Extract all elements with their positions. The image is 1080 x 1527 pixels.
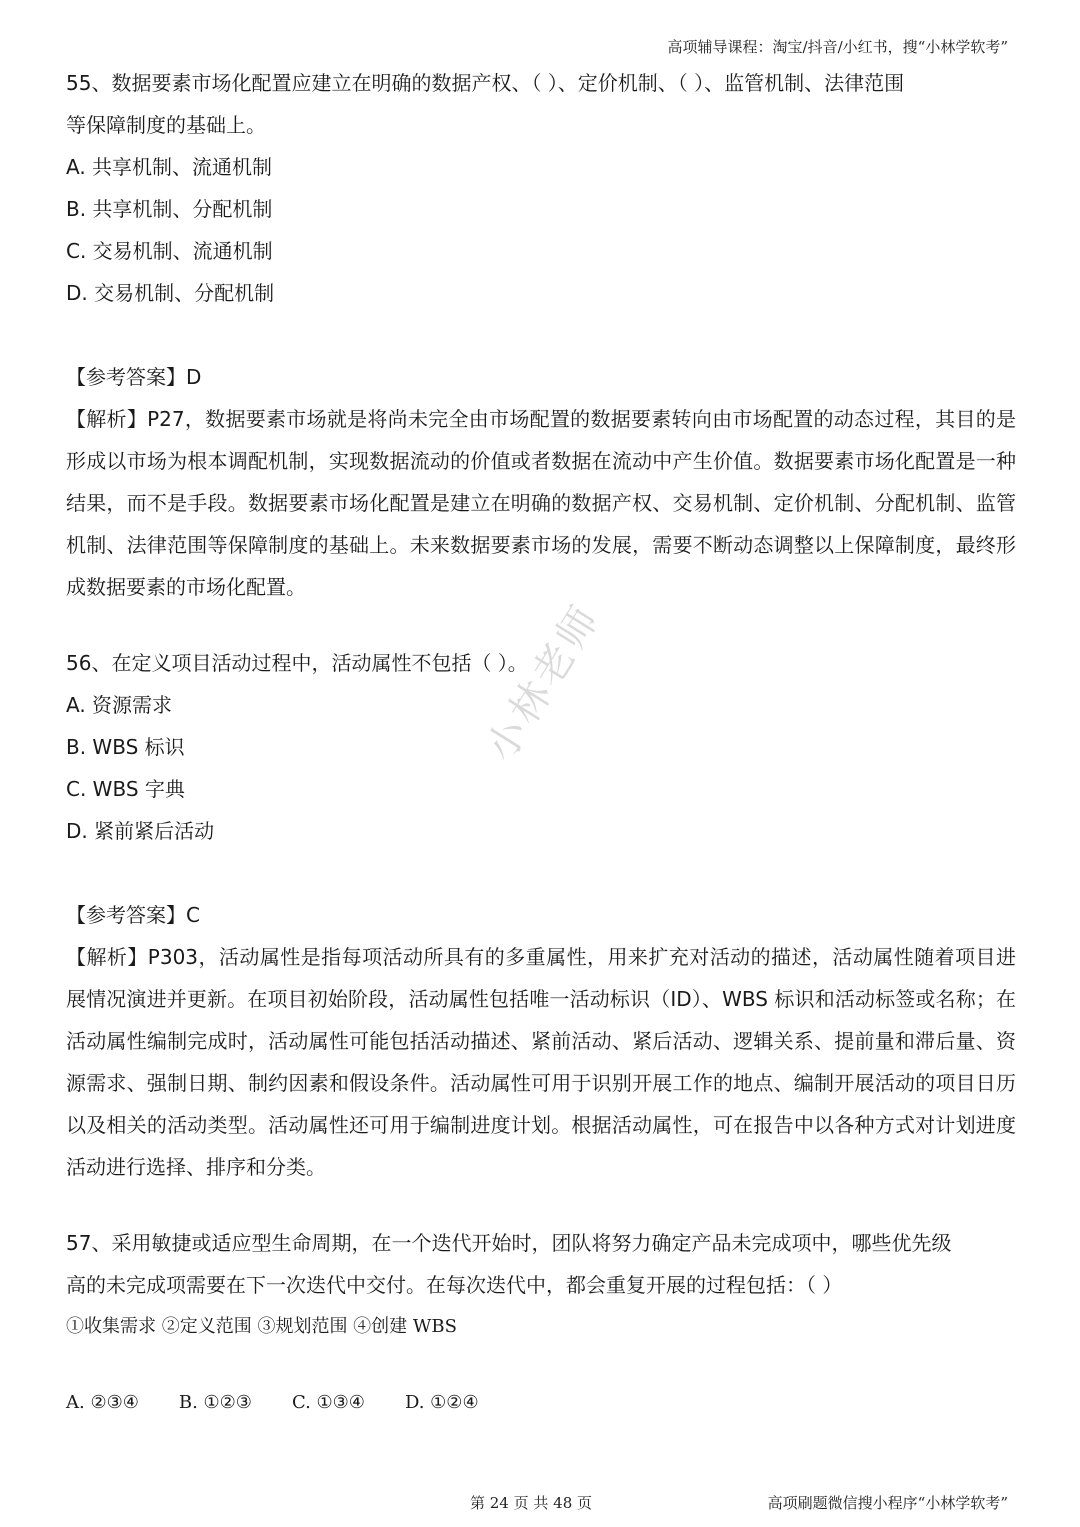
option-a: A. 资源需求: [66, 693, 173, 717]
footer-promo: 高项刷题微信搜小程序“小林学软考”: [767, 1494, 1008, 1512]
page-number: 第 24 页 共 48 页: [470, 1494, 593, 1512]
question-55: [66, 62, 1016, 608]
option-b: B. ①②③: [178, 1392, 252, 1413]
option-c: C. 交易机制、流通机制: [66, 239, 273, 263]
option-d: D. 交易机制、分配机制: [66, 281, 275, 305]
question-57-line-1: 57、采用敏捷或适应型生命周期，在一个迭代开始时，团队将努力确定产品未完成项中，哪些优先级: [66, 1231, 952, 1255]
question-57-items: ①收集需求 ②定义范围 ③规划范围 ④创建 WBS: [66, 1316, 457, 1337]
question-57-options: [66, 1382, 1016, 1424]
question-57: [66, 1222, 1016, 1424]
option-b: B. 共享机制、分配机制: [66, 197, 273, 221]
analysis-56: 【解析】P303，活动属性是指每项活动所具有的多重属性，用来扩充对活动的描述，活动属性随着项目进展情况演进并更新。在项目初始阶段，活动属性包括唯一活动标识（ID）、WBS 标识和活动标签或名称；在活动属性编制完成时，活动属性可能包括活动描述、紧前活动、紧后活动、逻辑关系、提前量和滞后量、资源需求、强制日期、制约因素和假设条件。活动属性可用于识别开展工作的地点、编制开展活动的项目日历以及相关的活动类型。活动属性还可用于编制进度计划。根据活动属性，可在报告中以各种方式对计划进度活动进行选择、排序和分类。: [66, 945, 1016, 1179]
question-56-text: 56、在定义项目活动过程中，活动属性不包括（ ）。: [66, 651, 528, 675]
question-56: [66, 642, 1016, 1188]
option-c: C. WBS 字典: [66, 777, 185, 801]
answer-56: 【参考答案】C: [66, 903, 200, 927]
option-b: B. WBS 标识: [66, 735, 185, 759]
question-57-line-2: 高的未完成项需要在下一次迭代中交付。在每次迭代中，都会重复开展的过程包括：（ ）: [66, 1273, 843, 1297]
option-d: D. 紧前紧后活动: [66, 819, 215, 843]
answer-55: 【参考答案】D: [66, 365, 202, 389]
option-a: A. ②③④: [66, 1392, 139, 1413]
option-a: A. 共享机制、流通机制: [66, 155, 273, 179]
page-content: [66, 62, 1016, 1424]
watermark: 小林老师: [477, 595, 610, 770]
page-header: 高项辅导课程：淘宝/抖音/小红书，搜“小林学软考”: [667, 38, 1008, 56]
option-d: D. ①②④: [404, 1392, 479, 1413]
question-55-line-2: 等保障制度的基础上。: [66, 113, 266, 137]
option-c: C. ①③④: [291, 1392, 365, 1413]
question-55-line-1: 55、数据要素市场化配置应建立在明确的数据产权、（ ）、定价机制、（ ）、监管机制、法律范围: [66, 71, 905, 95]
analysis-55: 【解析】P27，数据要素市场就是将尚未完全由市场配置的数据要素转向由市场配置的动态过程，其目的是形成以市场为根本调配机制，实现数据流动的价值或者数据在流动中产生价值。数据要素市场化配置是一种结果，而不是手段。数据要素市场化配置是建立在明确的数据产权、交易机制、定价机制、分配机制、监管机制、法律范围等保障制度的基础上。未来数据要素市场的发展，需要不断动态调整以上保障制度，最终形成数据要素的市场化配置。: [66, 407, 1016, 599]
